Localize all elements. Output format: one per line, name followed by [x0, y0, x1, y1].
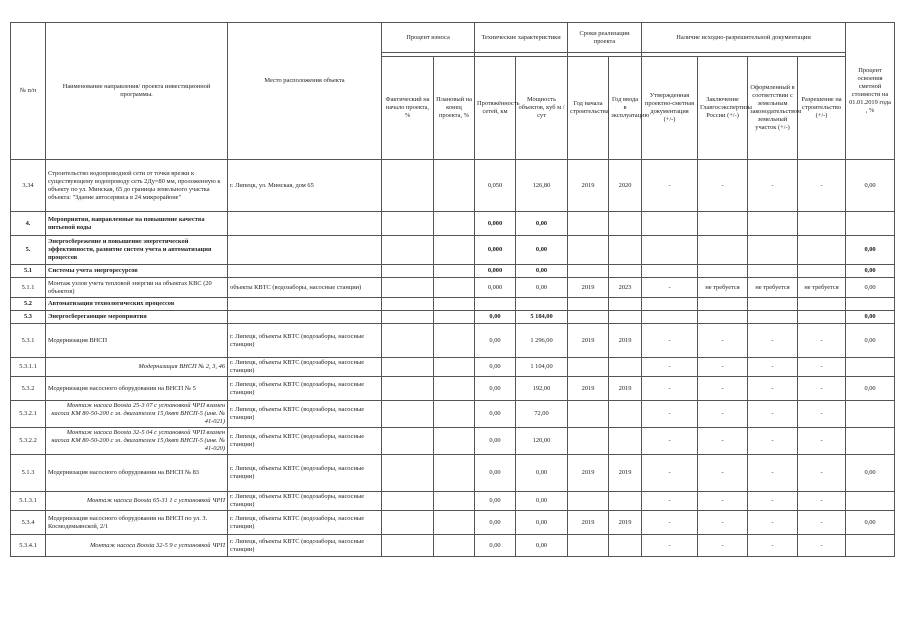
- row-year-start: 2019: [568, 455, 609, 492]
- row-percent: [846, 212, 895, 236]
- row-name: Энергосберегающие мероприятия: [46, 311, 228, 324]
- row-place: [228, 212, 382, 236]
- header-docs-expertise: Заключение Главгосэкспертизы России (+/-): [698, 57, 748, 160]
- row-wear-end: [434, 358, 475, 377]
- header-place: Место расположения объекта: [228, 23, 382, 160]
- row-length: 0,00: [475, 428, 516, 455]
- row-doc-land: -: [748, 160, 798, 212]
- header-terms-end: Год ввода в эксплуатацию: [609, 57, 642, 160]
- row-doc-land: [748, 212, 798, 236]
- row-wear-start: [382, 535, 434, 557]
- row-power: 72,00: [516, 401, 568, 428]
- header-terms: Сроки реализации проекта: [568, 23, 642, 53]
- row-num: 5.3.1: [11, 324, 46, 358]
- row-wear-end: [434, 492, 475, 511]
- row-wear-start: [382, 265, 434, 278]
- row-length: 0,00: [475, 311, 516, 324]
- row-doc-approved: [642, 265, 698, 278]
- row-doc-approved: -: [642, 535, 698, 557]
- row-doc-approved: -: [642, 324, 698, 358]
- row-doc-expertise: -: [698, 492, 748, 511]
- row-percent: 0,00: [846, 236, 895, 265]
- row-doc-land: [748, 265, 798, 278]
- row-power: 1 104,00: [516, 358, 568, 377]
- row-name: Монтаж узлов учета тепловой энергии на объектах КВС (20 объектов): [46, 278, 228, 298]
- row-doc-expertise: [698, 311, 748, 324]
- row-name: Автоматизация технологических процессов: [46, 298, 228, 311]
- row-place: г. Липецк, объекты КВТС (водозаборы, насосные станции): [228, 377, 382, 401]
- row-doc-land: -: [748, 455, 798, 492]
- row-wear-start: [382, 160, 434, 212]
- row-length: 0,000: [475, 265, 516, 278]
- row-year-end: [609, 428, 642, 455]
- row-power: 0,00: [516, 278, 568, 298]
- row-wear-end: [434, 455, 475, 492]
- row-length: 0,00: [475, 324, 516, 358]
- row-doc-permit: -: [798, 428, 846, 455]
- row-year-end: 2023: [609, 278, 642, 298]
- header-docs-permit: Разрешение на строительство (+/-): [798, 57, 846, 160]
- row-place: [228, 311, 382, 324]
- row-percent: 0,00: [846, 311, 895, 324]
- row-wear-end: [434, 278, 475, 298]
- table-row: [11, 298, 895, 311]
- row-doc-permit: [798, 212, 846, 236]
- row-num: 5.1.3.1: [11, 492, 46, 511]
- row-year-end: [609, 492, 642, 511]
- table-row: [11, 160, 895, 212]
- row-wear-start: [382, 511, 434, 535]
- row-name: Энергосбережение и повышение энергетической эффективности, развитие систем учета и автоматизация процессов: [46, 236, 228, 265]
- row-power: 5 184,00: [516, 311, 568, 324]
- row-doc-expertise: -: [698, 324, 748, 358]
- row-power: 0,00: [516, 455, 568, 492]
- row-year-end: 2019: [609, 511, 642, 535]
- row-doc-permit: -: [798, 511, 846, 535]
- row-doc-expertise: [698, 212, 748, 236]
- row-doc-approved: [642, 311, 698, 324]
- row-name: Модернизация насосного оборудования на ВНСП по ул. З. Космодемьянской, 2/1: [46, 511, 228, 535]
- row-year-start: [568, 358, 609, 377]
- row-doc-permit: -: [798, 377, 846, 401]
- row-wear-end: [434, 212, 475, 236]
- row-doc-expertise: не требуется: [698, 278, 748, 298]
- row-doc-expertise: -: [698, 401, 748, 428]
- table-row: [11, 311, 895, 324]
- row-year-start: [568, 311, 609, 324]
- row-doc-approved: -: [642, 492, 698, 511]
- row-wear-end: [434, 265, 475, 278]
- row-wear-end: [434, 535, 475, 557]
- row-power: 120,00: [516, 428, 568, 455]
- row-doc-land: [748, 311, 798, 324]
- row-percent: 0,00: [846, 265, 895, 278]
- row-num: 5.3.1.1: [11, 358, 46, 377]
- row-doc-approved: [642, 236, 698, 265]
- row-year-start: 2019: [568, 377, 609, 401]
- row-doc-expertise: -: [698, 535, 748, 557]
- row-wear-start: [382, 311, 434, 324]
- row-place: [228, 236, 382, 265]
- row-length: 0,000: [475, 236, 516, 265]
- row-year-start: 2019: [568, 511, 609, 535]
- row-year-end: 2019: [609, 377, 642, 401]
- row-doc-permit: [798, 311, 846, 324]
- row-year-start: 2019: [568, 324, 609, 358]
- row-doc-expertise: -: [698, 377, 748, 401]
- header-num: № п/п: [11, 23, 46, 160]
- row-doc-land: [748, 298, 798, 311]
- row-wear-start: [382, 358, 434, 377]
- row-place: г. Липецк, объекты КВТС (водозаборы, насосные станции): [228, 401, 382, 428]
- row-num: 5.3.2.1: [11, 401, 46, 428]
- row-doc-expertise: -: [698, 358, 748, 377]
- row-num: 5.3.2.2: [11, 428, 46, 455]
- row-name: Строительство водопроводной сети от точки врезки к существующему водопроводу сеть 2Ду=80 мм, проложенную к объекту по ул. Минская, 65 до границы земельного участка объекта: "Здание автосервиса в 24 микрорайоне": [46, 160, 228, 212]
- table-row: [11, 535, 895, 557]
- header-tech-len: Протяжённость сетей, км: [475, 57, 516, 160]
- row-percent: 0,00: [846, 377, 895, 401]
- header-docs: Наличие исходно-разрешительной документации: [642, 23, 846, 53]
- row-percent: 0,00: [846, 160, 895, 212]
- row-doc-approved: [642, 212, 698, 236]
- row-doc-approved: -: [642, 511, 698, 535]
- row-doc-permit: [798, 265, 846, 278]
- row-percent: [846, 358, 895, 377]
- row-year-start: [568, 298, 609, 311]
- row-doc-expertise: -: [698, 428, 748, 455]
- row-year-start: [568, 535, 609, 557]
- row-doc-expertise: [698, 298, 748, 311]
- row-length: 0,00: [475, 377, 516, 401]
- row-doc-expertise: [698, 236, 748, 265]
- row-year-end: 2020: [609, 160, 642, 212]
- row-doc-approved: -: [642, 160, 698, 212]
- row-wear-end: [434, 311, 475, 324]
- row-year-end: [609, 311, 642, 324]
- row-power: 1 296,00: [516, 324, 568, 358]
- row-year-end: 2019: [609, 455, 642, 492]
- row-year-start: 2019: [568, 160, 609, 212]
- row-wear-start: [382, 401, 434, 428]
- row-power: 0,00: [516, 236, 568, 265]
- table-row: [11, 455, 895, 492]
- row-doc-approved: -: [642, 428, 698, 455]
- row-length: [475, 298, 516, 311]
- row-length: 0,000: [475, 278, 516, 298]
- row-year-end: [609, 358, 642, 377]
- row-place: г. Липецк, ул. Минская, дом 65: [228, 160, 382, 212]
- row-name: Мероприятия, направленные на повышение качества питьевой воды: [46, 212, 228, 236]
- row-name: Монтаж насоса Boosta 65-31 1 с установкой ЧРП: [46, 492, 228, 511]
- row-doc-expertise: -: [698, 160, 748, 212]
- row-year-start: [568, 236, 609, 265]
- row-place: [228, 265, 382, 278]
- row-power: 0,00: [516, 212, 568, 236]
- row-year-end: [609, 401, 642, 428]
- row-year-end: 2019: [609, 324, 642, 358]
- row-num: 4.: [11, 212, 46, 236]
- row-place: г. Липецк, объекты КВТС (водозаборы, насосные станции): [228, 492, 382, 511]
- table-row: [11, 377, 895, 401]
- row-year-end: [609, 535, 642, 557]
- row-doc-land: [748, 236, 798, 265]
- row-wear-start: [382, 236, 434, 265]
- row-num: 5.3.2: [11, 377, 46, 401]
- row-doc-permit: -: [798, 324, 846, 358]
- row-power: 0,00: [516, 492, 568, 511]
- row-place: г. Липецк, объекты КВТС (водозаборы, насосные станции): [228, 428, 382, 455]
- row-doc-approved: -: [642, 358, 698, 377]
- header-wear-start: Фактический на начало проекта, %: [382, 57, 434, 160]
- row-place: г. Липецк, объекты КВТС (водозаборы, насосные станции): [228, 358, 382, 377]
- row-percent: 0,00: [846, 278, 895, 298]
- row-name: Модернизация ВНСП № 2, 3, 46: [46, 358, 228, 377]
- row-doc-permit: -: [798, 492, 846, 511]
- row-place: г. Липецк, объекты КВТС (водозаборы, насосные станции): [228, 511, 382, 535]
- row-doc-land: -: [748, 377, 798, 401]
- row-year-end: [609, 265, 642, 278]
- row-doc-permit: -: [798, 535, 846, 557]
- row-wear-end: [434, 236, 475, 265]
- row-percent: [846, 535, 895, 557]
- row-length: 0,00: [475, 358, 516, 377]
- row-year-end: [609, 212, 642, 236]
- header-terms-start: Год начала строительства: [568, 57, 609, 160]
- row-doc-permit: -: [798, 160, 846, 212]
- row-year-start: 2019: [568, 278, 609, 298]
- header-wear-end: Плановый на конец проекта, %: [434, 57, 475, 160]
- row-num: 5.3.4.1: [11, 535, 46, 557]
- row-doc-approved: -: [642, 401, 698, 428]
- row-doc-land: не требуется: [748, 278, 798, 298]
- row-percent: [846, 298, 895, 311]
- row-num: 5.1.3: [11, 455, 46, 492]
- row-num: 5.3.4: [11, 511, 46, 535]
- row-doc-permit: не требуется: [798, 278, 846, 298]
- row-doc-expertise: -: [698, 511, 748, 535]
- row-doc-land: -: [748, 324, 798, 358]
- table-row: [11, 265, 895, 278]
- table-row: [11, 324, 895, 358]
- row-year-end: [609, 298, 642, 311]
- row-percent: 0,00: [846, 455, 895, 492]
- row-place: г. Липецк, объекты КВТС (водозаборы, насосные станции): [228, 455, 382, 492]
- row-num: 3.34: [11, 160, 46, 212]
- table-row: [11, 492, 895, 511]
- row-doc-land: -: [748, 358, 798, 377]
- row-year-start: [568, 492, 609, 511]
- row-doc-approved: -: [642, 377, 698, 401]
- row-length: 0,00: [475, 535, 516, 557]
- row-power: 0,00: [516, 265, 568, 278]
- row-wear-start: [382, 377, 434, 401]
- row-name: Монтаж насоса Boosta 32-5 9 с установкой ЧРП: [46, 535, 228, 557]
- header-docs-land: Оформленный в соответствии с земельным законодательством земельный участок (+/-): [748, 57, 798, 160]
- row-name: Системы учета энергоресурсов: [46, 265, 228, 278]
- row-doc-approved: -: [642, 455, 698, 492]
- row-length: 0,000: [475, 212, 516, 236]
- row-num: 5.1: [11, 265, 46, 278]
- row-power: 126,80: [516, 160, 568, 212]
- row-doc-permit: -: [798, 358, 846, 377]
- row-wear-end: [434, 160, 475, 212]
- row-length: 0,00: [475, 401, 516, 428]
- row-doc-expertise: [698, 265, 748, 278]
- row-year-start: [568, 212, 609, 236]
- row-length: 0,00: [475, 455, 516, 492]
- table-row: [11, 401, 895, 428]
- row-place: объекты КВТС (водозаборы, насосные станции): [228, 278, 382, 298]
- row-wear-start: [382, 278, 434, 298]
- row-place: г. Липецк, объекты КВТС (водозаборы, насосные станции): [228, 324, 382, 358]
- row-doc-expertise: -: [698, 455, 748, 492]
- header-docs-approved: Утвержденная проектно-сметная документация (+/-): [642, 57, 698, 160]
- row-num: 5.2: [11, 298, 46, 311]
- header-tech: Технические характеристики: [475, 23, 568, 53]
- row-name: Монтаж насоса Boosta 32-5 04 с установкой ЧРП взамен насоса КМ 80-50-200 с эл. двигателем 15,0квт ВНСП-5 (инв. № 41-020): [46, 428, 228, 455]
- row-doc-approved: [642, 298, 698, 311]
- table-row: [11, 428, 895, 455]
- row-percent: [846, 492, 895, 511]
- row-doc-permit: [798, 236, 846, 265]
- row-wear-end: [434, 324, 475, 358]
- table-row: [11, 511, 895, 535]
- row-year-start: [568, 428, 609, 455]
- row-wear-start: [382, 455, 434, 492]
- row-percent: [846, 401, 895, 428]
- row-year-start: [568, 265, 609, 278]
- row-wear-end: [434, 428, 475, 455]
- row-power: 192,00: [516, 377, 568, 401]
- row-doc-permit: -: [798, 401, 846, 428]
- row-doc-land: -: [748, 401, 798, 428]
- table-row: [11, 278, 895, 298]
- table-row: [11, 236, 895, 265]
- row-wear-start: [382, 212, 434, 236]
- row-wear-end: [434, 377, 475, 401]
- row-wear-start: [382, 492, 434, 511]
- row-power: [516, 298, 568, 311]
- row-length: 0,050: [475, 160, 516, 212]
- row-num: 5.3: [11, 311, 46, 324]
- row-wear-end: [434, 298, 475, 311]
- row-doc-permit: [798, 298, 846, 311]
- row-doc-land: -: [748, 535, 798, 557]
- row-percent: 0,00: [846, 511, 895, 535]
- row-name: Модернизация насосного оборудования на ВНСП № 83: [46, 455, 228, 492]
- row-doc-permit: -: [798, 455, 846, 492]
- row-wear-end: [434, 511, 475, 535]
- header-percent: Процент освоения сметной стоимости на 01.01.2019 года , %: [846, 23, 895, 160]
- row-power: 0,00: [516, 535, 568, 557]
- row-name: Модернизация ВНСП: [46, 324, 228, 358]
- header-tech-power: Мощность объектов, куб м /сут: [516, 57, 568, 160]
- row-doc-land: -: [748, 511, 798, 535]
- header-wear: Процент износа: [382, 23, 475, 53]
- row-name: Монтаж насоса Boosta 25-3 07 с установкой ЧРП взамен насоса КМ 80-50-200 с эл. двигателем 15,0квт ВНСП-5 (инв. № 41-021): [46, 401, 228, 428]
- row-place: г. Липецк, объекты КВТС (водозаборы, насосные станции): [228, 535, 382, 557]
- row-doc-approved: -: [642, 278, 698, 298]
- row-name: Модернизация насосного оборудования на ВНСП № 5: [46, 377, 228, 401]
- row-num: 5.1.1: [11, 278, 46, 298]
- row-year-end: [609, 236, 642, 265]
- table-row: [11, 212, 895, 236]
- row-doc-land: -: [748, 428, 798, 455]
- row-wear-end: [434, 401, 475, 428]
- table-row: [11, 358, 895, 377]
- row-length: 0,00: [475, 492, 516, 511]
- row-percent: [846, 428, 895, 455]
- row-doc-land: -: [748, 492, 798, 511]
- header-name: Наименование направления/ проекта инвестиционной программы.: [46, 23, 228, 160]
- row-place: [228, 298, 382, 311]
- row-wear-start: [382, 298, 434, 311]
- investment-program-table: [10, 22, 895, 557]
- row-wear-start: [382, 428, 434, 455]
- row-year-start: [568, 401, 609, 428]
- row-wear-start: [382, 324, 434, 358]
- row-power: 0,00: [516, 511, 568, 535]
- row-num: 5.: [11, 236, 46, 265]
- row-length: 0,00: [475, 511, 516, 535]
- row-percent: 0,00: [846, 324, 895, 358]
